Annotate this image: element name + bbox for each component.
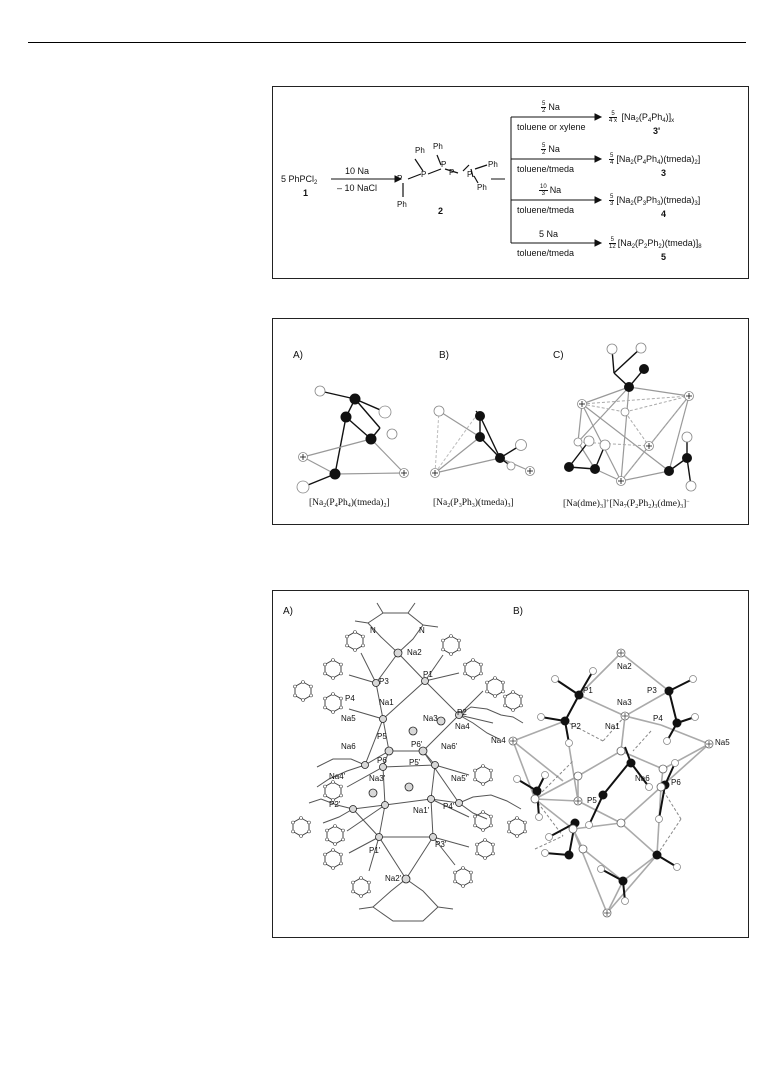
figure-1-core-structures — [272, 318, 749, 525]
ph-label: Ph — [397, 200, 407, 209]
atom-label: Na2 — [617, 662, 632, 671]
route3-product: $\frac{5}{3}$ $[Na_2(P_3Ph_3)(tmeda)_3]$ — [610, 194, 701, 207]
atom-label: P5 — [377, 732, 387, 741]
ph-label: Ph — [433, 142, 443, 151]
core-structure-drawings — [273, 319, 748, 524]
panel-label-b: B) — [513, 606, 523, 617]
ph-label: Ph — [415, 146, 425, 155]
atom-label: Na6 — [635, 774, 650, 783]
atom-label: P4 — [653, 714, 663, 723]
panel-label-c: C) — [553, 350, 564, 361]
atom-label: N — [419, 626, 425, 635]
atom-label: P2 — [457, 708, 467, 717]
atom-label: P4' — [443, 802, 455, 811]
route2-reagent: $\frac{5}{2}$ Na — [542, 143, 560, 156]
atom-label: P5 — [587, 796, 597, 805]
route2-product: $\frac{5}{4}$ $[Na_2(P_4Ph_4)(tmeda)_2]$ — [610, 153, 701, 166]
atom-label: Na4' — [329, 772, 346, 781]
atom-label: Na5 — [341, 714, 356, 723]
atom-label: Na3 — [617, 698, 632, 707]
atom-label: Na4 — [455, 722, 470, 731]
atom-label: P3 — [647, 686, 657, 695]
atom-label: P1' — [369, 846, 381, 855]
ph-label: Ph — [477, 183, 487, 192]
header-rule — [28, 42, 746, 43]
route1-product-number: 3' — [653, 126, 661, 136]
caption-c: $[Na(dme)_3]^+[Na_7(P_2Ph_2)_3(dme)_3]^-$ — [563, 499, 690, 510]
ph-label: Ph — [488, 160, 498, 169]
p-label: P — [467, 170, 473, 179]
p-label: P — [397, 174, 403, 183]
crystal-structure-drawings — [273, 591, 748, 937]
reactant-number: 1 — [303, 188, 309, 198]
atom-label: Na2 — [407, 648, 422, 657]
panel-label-a: A) — [293, 350, 303, 361]
route1-reagent: $\frac{5}{2}$ Na — [542, 101, 560, 114]
atom-label: Na1 — [605, 722, 620, 731]
route3-product-number: 4 — [661, 209, 667, 219]
atom-label: P6 — [377, 756, 387, 765]
atom-label: P4 — [345, 694, 355, 703]
atom-label: P6 — [671, 778, 681, 787]
atom-label: P2' — [329, 800, 341, 809]
atom-label: P2 — [571, 722, 581, 731]
atom-label: P1 — [423, 670, 433, 679]
atom-label: P6' — [411, 740, 423, 749]
route4-reagent: 5 Na — [539, 229, 559, 239]
route4-product-number: 5 — [661, 252, 667, 262]
route4-solvent: toluene/tmeda — [517, 248, 575, 258]
atom-label: Na5' — [451, 774, 468, 783]
caption-a: $[Na_2(P_4Ph_4)(tmeda)_2]$ — [309, 498, 390, 509]
reactant-formula: 5 PhPCl$_2$ — [281, 174, 318, 186]
route3-reagent: $\frac{10}{3}$ Na — [540, 184, 562, 197]
atom-label: Na2' — [385, 874, 402, 883]
step1-byproduct: – 10 NaCl — [337, 183, 378, 193]
figure-2-crystal-structures — [272, 590, 749, 938]
p-label: P — [421, 170, 427, 179]
p-label: P — [449, 168, 455, 177]
route1-solvent: toluene or xylene — [517, 122, 586, 132]
panel-label-b: B) — [439, 350, 449, 361]
intermediate-number: 2 — [438, 206, 444, 216]
atom-label: N — [370, 626, 376, 635]
atom-label: Na3' — [369, 774, 386, 783]
caption-b: $[Na_2(P_3Ph_3)(tmeda)_3]$ — [433, 498, 514, 509]
atom-label: P5' — [409, 758, 421, 767]
route2-product-number: 3 — [661, 168, 667, 178]
step1-reagent: 10 Na — [345, 166, 370, 176]
atom-label: Na3 — [423, 714, 438, 723]
route3-solvent: toluene/tmeda — [517, 205, 575, 215]
na-atoms — [509, 649, 713, 917]
atom-label: Na1 — [379, 698, 394, 707]
p-label: P — [441, 160, 447, 169]
atom-label: P3 — [379, 677, 389, 686]
atom-label: P1 — [583, 686, 593, 695]
atom-label: P3' — [435, 840, 447, 849]
reaction-scheme — [272, 86, 749, 279]
atom-label: Na5 — [715, 738, 730, 747]
route4-product: $\frac{5}{12}$ $[Na_2(P_2Ph_2)(tmeda)]_8$ — [609, 237, 702, 250]
route1-product: $\frac{5}{4 x}$ $[Na_2(P_4Ph_4)]_x$ — [609, 111, 675, 124]
panel-label-a: A) — [283, 606, 293, 617]
atom-label: Na6' — [441, 742, 458, 751]
atom-label: Na6 — [341, 742, 356, 751]
atom-label: Na4 — [491, 736, 506, 745]
atom-label: Na1' — [413, 806, 430, 815]
route2-solvent: toluene/tmeda — [517, 164, 575, 174]
